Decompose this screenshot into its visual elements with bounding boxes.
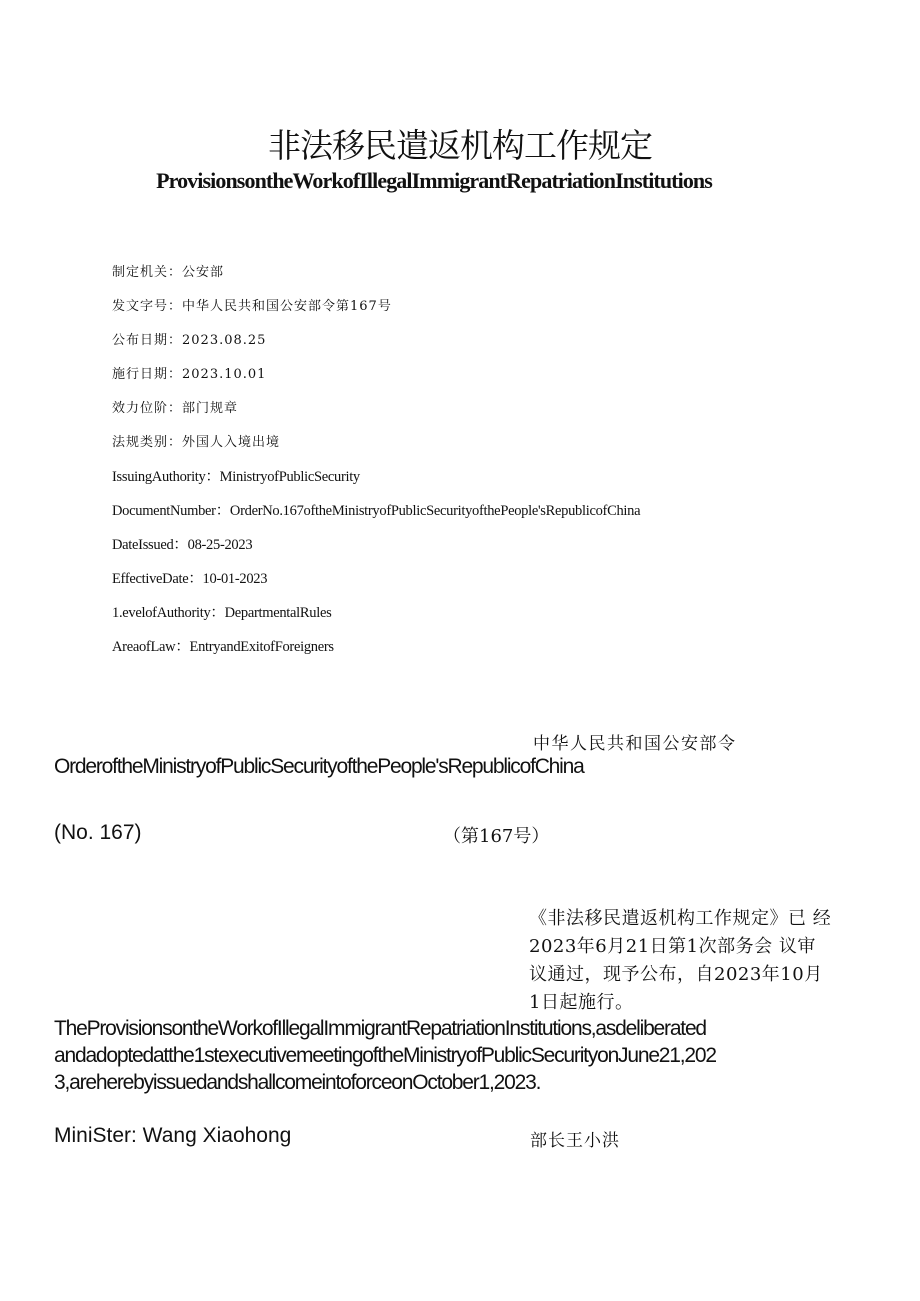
decree-en-line: TheProvisionsontheWorkofIllegalImmigrantRepatriationInstitutions,asdeliberated	[54, 1017, 706, 1040]
order-heading-en: OrderoftheMinistryofPublicSecurityofthePeople'sRepublicofChina	[54, 755, 584, 778]
meta-date-issued-zh: 公布日期：2023.08.25	[112, 333, 267, 348]
decree-zh-line: 《非法移民遣返机构工作规定》已 经	[529, 908, 832, 929]
meta-issuing-authority-zh: 制定机关：公安部	[112, 265, 225, 280]
order-heading-zh: 中华人民共和国公安部令	[533, 734, 737, 754]
decree-en-line: 3,areherebyissuedandshallcomeintoforceonOctober1,2023.	[54, 1071, 541, 1094]
meta-effective-date-zh: 施行日期：2023.10.01	[112, 367, 267, 382]
minister-signature-zh: 部长王小洪	[530, 1131, 620, 1151]
meta-area-en: AreaofLaw：EntryandExitofForeigners	[112, 639, 334, 655]
decree-text-zh	[529, 905, 869, 1017]
meta-area-zh: 法规类别：外国人入境出境	[112, 435, 281, 450]
meta-document-number-en: DocumentNumber：OrderNo.167oftheMinistryofPublicSecurityofthePeople'sRepublicofChina	[112, 503, 641, 519]
decree-zh-line: 1日起施行。	[529, 992, 634, 1013]
order-number-en: (No. 167)	[54, 821, 142, 844]
title-chinese: 非法移民遣返机构工作规定	[268, 126, 652, 165]
order-number-zh: （第167号）	[443, 826, 550, 847]
minister-signature-en: MiniSter: Wang Xiaohong	[54, 1124, 292, 1147]
meta-level-zh: 效力位阶：部门规章	[112, 401, 239, 416]
meta-date-issued-en: DateIssued：08-25-2023	[112, 537, 253, 553]
meta-issuing-authority-en: IssuingAuthority：MinistryofPublicSecurity	[112, 469, 360, 485]
decree-zh-line: 议通过，现予公布，自2023年10月	[529, 964, 823, 985]
decree-text-en	[54, 1015, 854, 1096]
decree-en-line: andadoptedatthe1stexecutivemeetingoftheMinistryofPublicSecurityonJune21,202	[54, 1044, 716, 1067]
title-english: ProvisionsontheWorkofIllegalImmigrantRepatriationInstitutions	[156, 168, 712, 193]
decree-zh-line: 2023年6月21日第1次部务会 议审	[529, 936, 816, 957]
meta-effective-date-en: EffectiveDate：10-01-2023	[112, 571, 268, 587]
meta-document-number-zh: 发文字号：中华人民共和国公安部令第167号	[112, 299, 392, 314]
meta-level-en: 1.evelofAuthority：DepartmentalRules	[112, 605, 332, 621]
